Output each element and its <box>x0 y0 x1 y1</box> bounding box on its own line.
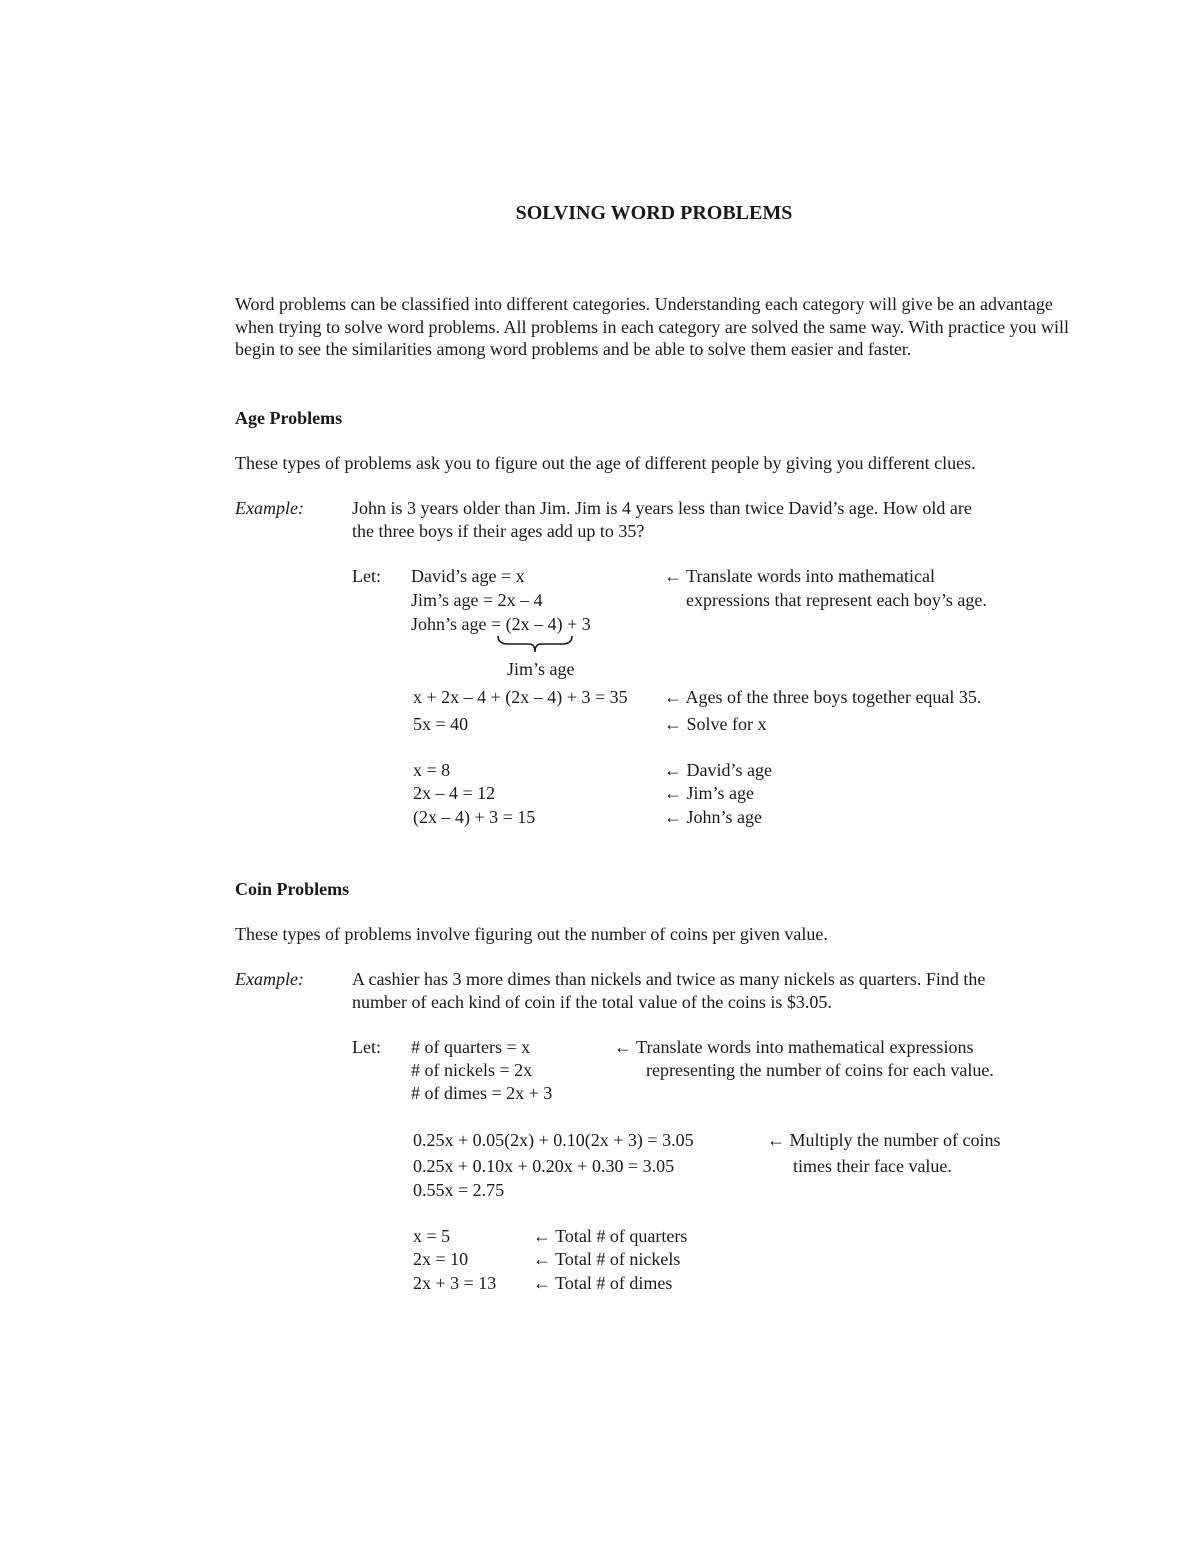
coin-let-quarters: # of quarters = x <box>411 1037 531 1057</box>
coin-multiply-note-2: times their face value. <box>793 1156 952 1176</box>
age-simplified-note: ← Solve for x <box>664 714 767 734</box>
coin-translate-note-2: representing the number of coins for each value. <box>646 1060 994 1080</box>
age-result-john-note: ← John’s age <box>664 807 762 827</box>
age-equation-note: ← Ages of the three boys together equal 35. <box>664 687 982 707</box>
coin-let-label: Let: <box>352 1037 381 1057</box>
page-title: SOLVING WORD PROBLEMS <box>515 202 793 224</box>
coin-equation-2: 0.25x + 0.10x + 0.20x + 0.30 = 3.05 <box>413 1156 675 1176</box>
age-let-label: Let: <box>352 566 381 586</box>
age-example-line-2: the three boys if their ages add up to 35? <box>352 521 645 541</box>
age-example-line-1: John is 3 years older than Jim. Jim is 4 years less than twice David’s age. How old are <box>352 498 972 518</box>
age-problems-heading: Age Problems <box>235 408 343 428</box>
coin-result-dimes-note: ← Total # of dimes <box>533 1273 673 1293</box>
age-example-label: Example: <box>235 498 304 518</box>
coin-result-quarters-note: ← Total # of quarters <box>533 1226 688 1246</box>
age-result-john: (2x – 4) + 3 = 15 <box>413 807 536 827</box>
coin-equation-3: 0.55x = 2.75 <box>413 1180 505 1200</box>
coin-example-label: Example: <box>235 969 304 989</box>
age-problems-description: These types of problems ask you to figure out the age of different people by giving you different clues. <box>235 453 976 473</box>
jims-age-brace-label: Jim’s age <box>507 659 575 679</box>
intro-paragraph: Word problems can be classified into different categories. Understanding each category will give be an advantage when trying to solve word problems. All problems in each category are solved the same way. With practice you will begin to see the similarities among word problems and be able to solve them easier and faster. <box>235 294 1070 360</box>
coin-let-nickels: # of nickels = 2x <box>411 1060 533 1080</box>
age-translate-note-1: ← Translate words into mathematical <box>664 566 935 586</box>
coin-translate-note-1: ← Translate words into mathematical expressions <box>614 1037 974 1057</box>
jims-age-brace <box>496 634 574 656</box>
coin-result-quarters: x = 5 <box>413 1226 451 1246</box>
coin-example-line-2: number of each kind of coin if the total value of the coins is $3.05. <box>352 992 832 1012</box>
age-simplified: 5x = 40 <box>413 714 469 734</box>
coin-result-nickels-note: ← Total # of nickels <box>533 1249 681 1269</box>
age-result-david-note: ← David’s age <box>664 760 772 780</box>
age-let-john: John’s age = (2x – 4) + 3 <box>411 614 591 634</box>
coin-result-dimes: 2x + 3 = 13 <box>413 1273 497 1293</box>
age-equation: x + 2x – 4 + (2x – 4) + 3 = 35 <box>413 687 628 707</box>
coin-example-line-1: A cashier has 3 more dimes than nickels and twice as many nickels as quarters. Find the <box>352 969 986 989</box>
coin-result-nickels: 2x = 10 <box>413 1249 469 1269</box>
age-result-david: x = 8 <box>413 760 451 780</box>
coin-multiply-note-1: ← Multiply the number of coins <box>767 1130 1001 1150</box>
age-translate-note-2: expressions that represent each boy’s age. <box>686 590 987 610</box>
age-let-jim: Jim’s age = 2x – 4 <box>411 590 543 610</box>
coin-problems-description: These types of problems involve figuring out the number of coins per given value. <box>235 924 828 944</box>
coin-equation-1: 0.25x + 0.05(2x) + 0.10(2x + 3) = 3.05 <box>413 1130 694 1150</box>
age-result-jim: 2x – 4 = 12 <box>413 783 496 803</box>
age-let-david: David’s age = x <box>411 566 525 586</box>
coin-let-dimes: # of dimes = 2x + 3 <box>411 1083 553 1103</box>
age-result-jim-note: ← Jim’s age <box>664 783 754 803</box>
coin-problems-heading: Coin Problems <box>235 879 350 899</box>
